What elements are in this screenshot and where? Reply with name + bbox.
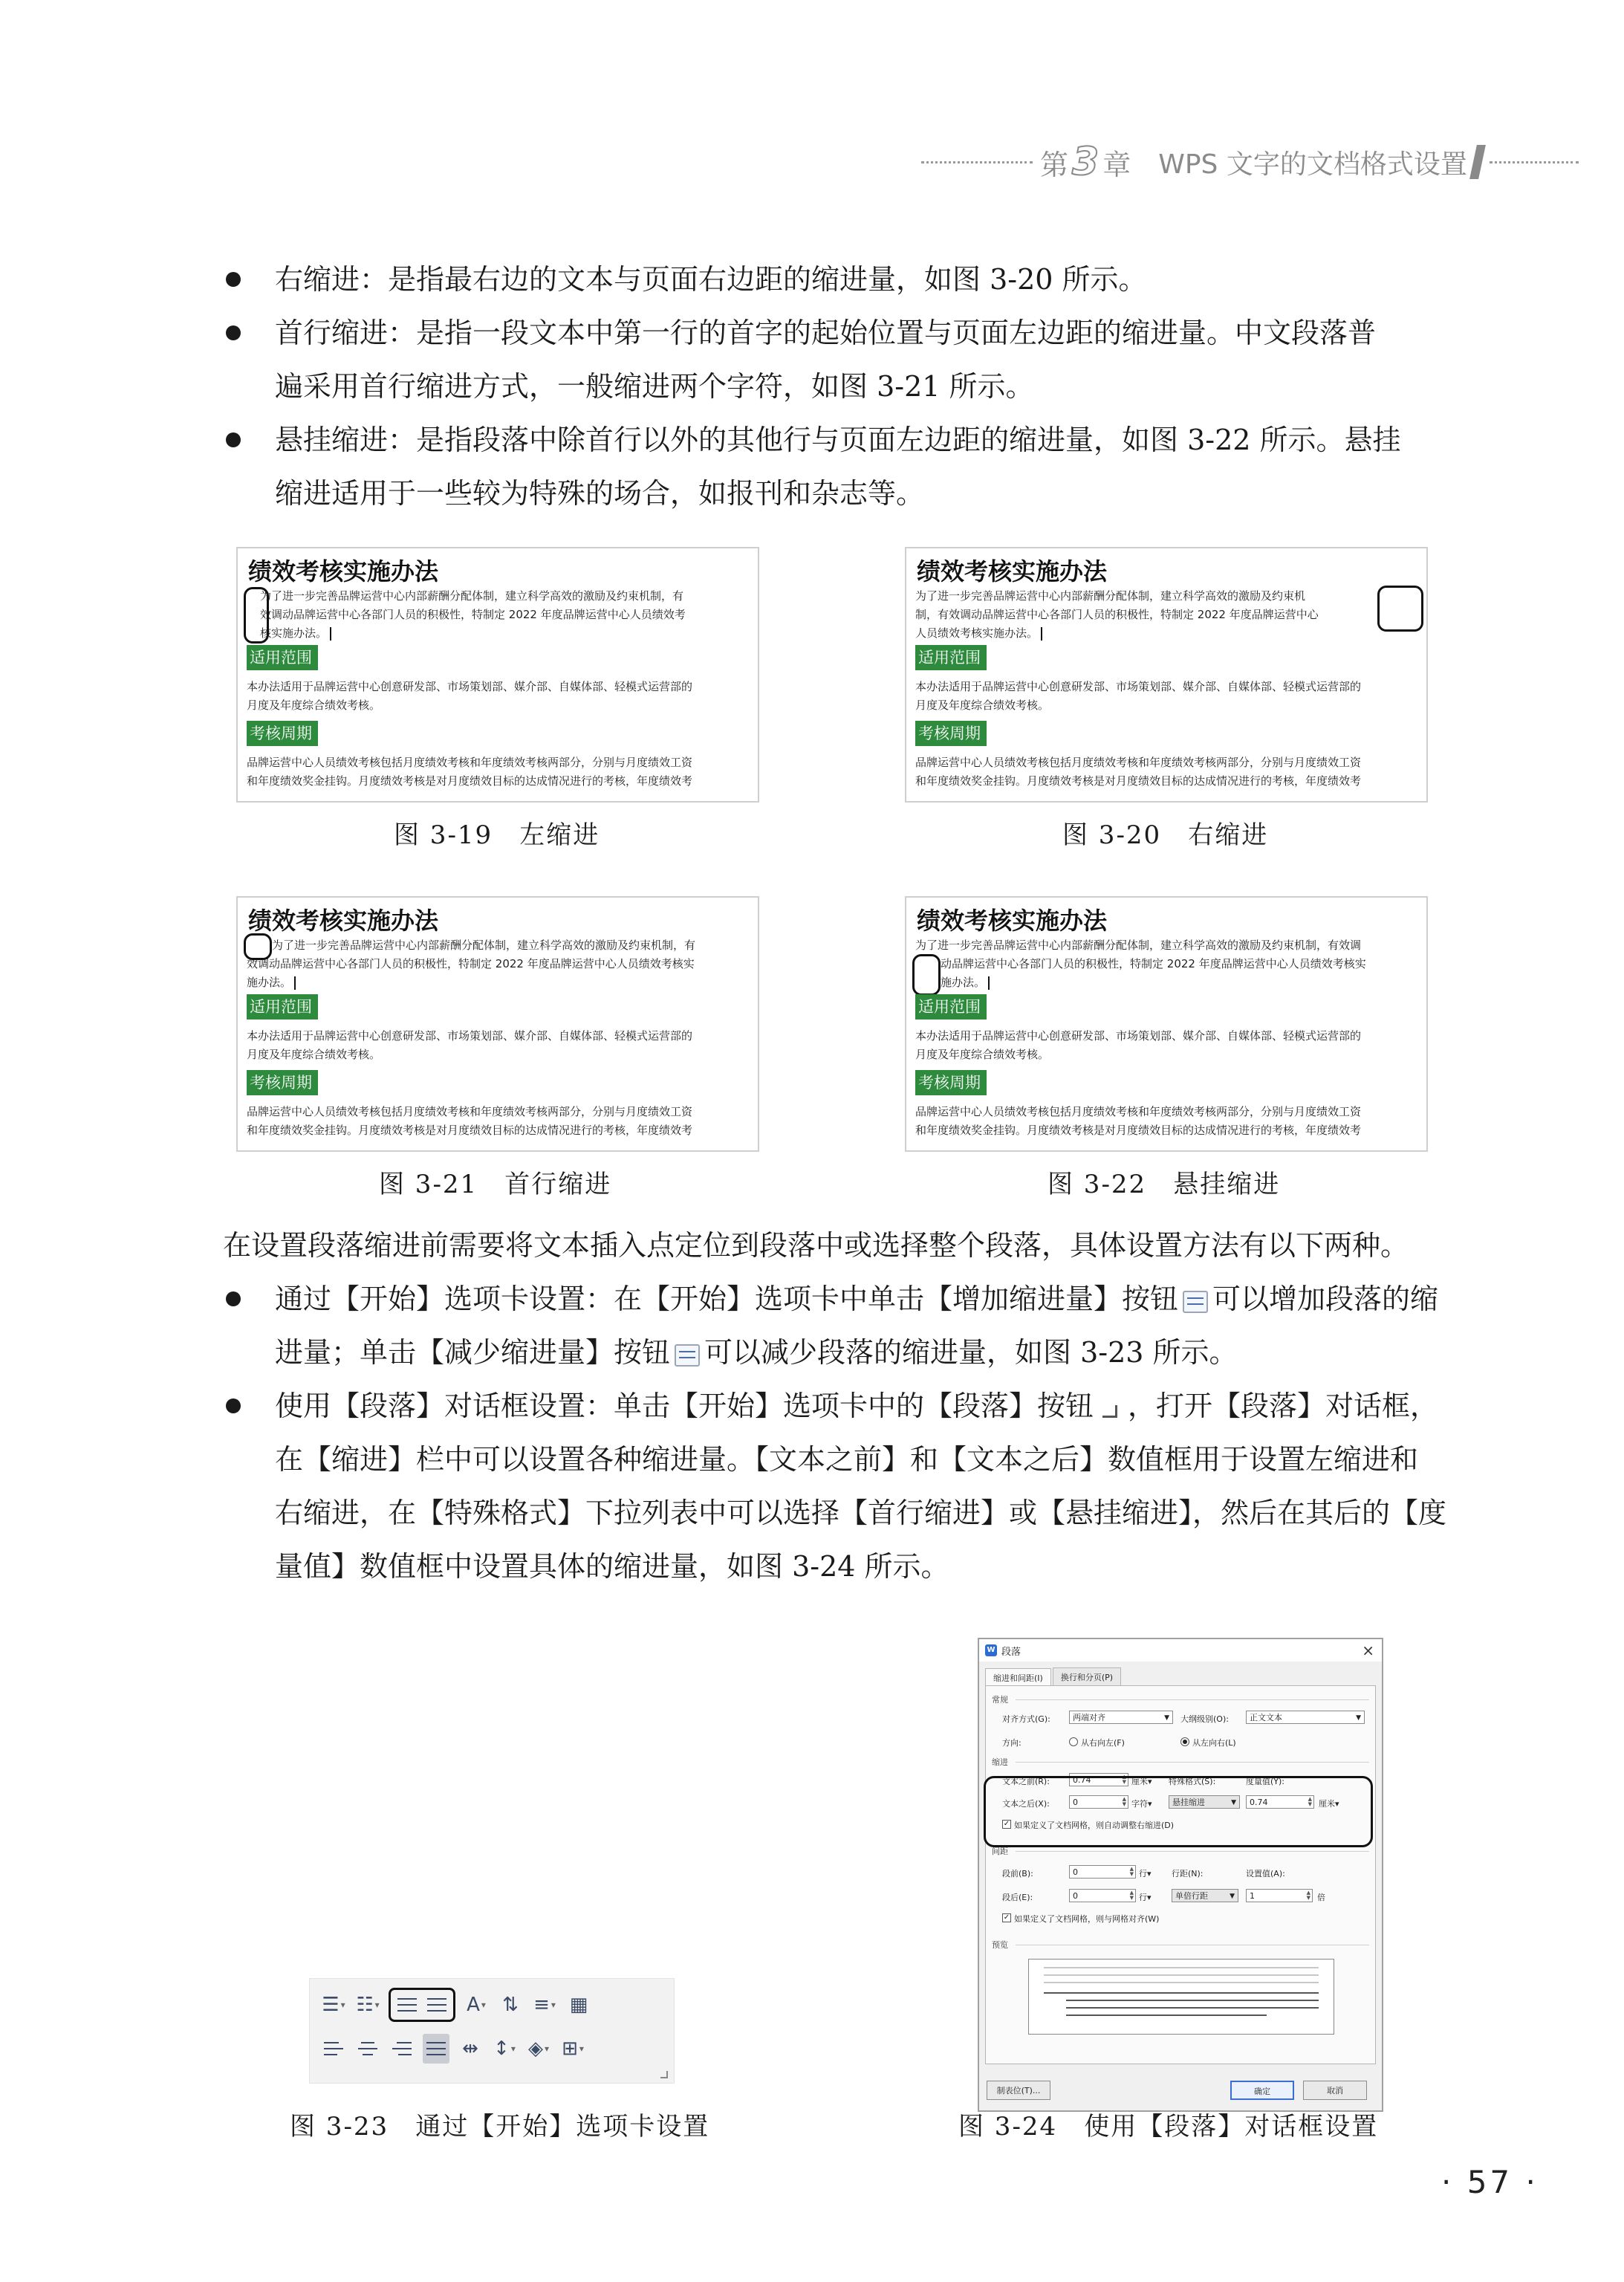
direction-label: 方向:	[1002, 1738, 1022, 1748]
rtl-radio[interactable]	[1069, 1737, 1078, 1746]
doc-title: 绩效考核实施办法	[248, 907, 439, 935]
grid-align-checkbox[interactable]: ✓	[1003, 1913, 1010, 1922]
figure-caption: 图 3-19 左缩进	[394, 820, 600, 850]
doc-line: 制，有效调动品牌运营中心各部门人员的积极性，特制定 2022 年度品牌运营中心	[915, 608, 1319, 621]
doc-line: 为了进一步完善品牌运营中心内部薪酬分配体制，建立科学高效的激励及约束机制，有	[272, 939, 696, 952]
indent-before-value: 0.74	[1073, 1775, 1091, 1785]
doc-line: 月度及年度综合绩效考核。	[915, 1048, 1050, 1061]
tab-line-page-breaks[interactable]: 换行和分页(P)	[1053, 1667, 1121, 1686]
doc-line: 效调动品牌运营中心各部门人员的积极性，特制定 2022 年度品牌运营中心人员绩效考核实	[247, 957, 695, 970]
alignment-label: 对齐方式(G):	[1002, 1714, 1050, 1724]
paragraph-dialog	[978, 1638, 1383, 2112]
page-number: · 57 ·	[1441, 2164, 1539, 2200]
line-spacing-value: 单倍行距	[1175, 1891, 1208, 1901]
indent-after-label: 文本之后(X):	[1002, 1799, 1050, 1809]
doc-line-text: 核实施办法。	[260, 626, 328, 640]
space-after-input[interactable]	[1069, 1889, 1136, 1902]
doc-section-heading: 考核周期	[247, 1070, 318, 1095]
doc-section-heading: 考核周期	[247, 721, 318, 746]
doc-title: 绩效考核实施办法	[248, 557, 439, 586]
chapter-title: WPS 文字的文档格式设置	[1158, 149, 1467, 180]
group-label-general: 常规	[992, 1695, 1008, 1705]
paragraph-ribbon-group	[309, 1978, 675, 2084]
list-item	[223, 253, 1523, 306]
doc-line	[915, 973, 1428, 992]
measure-label: 度量值(Y):	[1246, 1777, 1285, 1786]
doc-paragraph	[247, 678, 752, 715]
chevron-down-icon: ▼	[1164, 1714, 1169, 1722]
outline-level-label: 大纲级别(O):	[1180, 1714, 1229, 1724]
list-item-text	[275, 1326, 1523, 1379]
indent-buttons-highlight	[389, 1988, 455, 2022]
doc-line: 为了进一步完善品牌运营中心内部薪酬分配体制，建立科学高效的激励及约束机制，有	[260, 589, 684, 603]
dialog-title: 段落	[1001, 1646, 1022, 1658]
ribbon-row	[320, 1988, 592, 2022]
figure-hanging-indent	[905, 896, 1428, 1152]
text-cursor	[294, 976, 296, 990]
doc-section-heading: 考核周期	[915, 721, 987, 746]
doc-line	[915, 624, 1376, 643]
chapter-prefix: 第	[1040, 148, 1070, 181]
space-before-unit[interactable]: 行▾	[1139, 1869, 1152, 1879]
doc-paragraph	[915, 753, 1428, 791]
doc-section-heading: 适用范围	[915, 994, 987, 1020]
indent-highlight	[244, 933, 272, 960]
dialog-titlebar	[979, 1639, 1382, 1662]
list-item-text-part: 使用【段落】对话框设置：单击【开始】选项卡中的【段落】按钮	[275, 1390, 1094, 1422]
set-value: 1	[1250, 1891, 1255, 1901]
spinner-icon[interactable]: ▲ ▼	[1306, 1890, 1310, 1901]
header-bar	[1469, 145, 1486, 179]
set-value-input[interactable]	[1246, 1889, 1313, 1902]
list-item-text: 首行缩进：是指一段文本中第一行的首字的起始位置与页面左边距的缩进量。中文段落普	[275, 317, 1377, 349]
figure-caption: 图 3-22 悬挂缩进	[1048, 1170, 1281, 1199]
space-after-label: 段后(E):	[1002, 1893, 1033, 1902]
decrease-indent-icon[interactable]	[394, 1990, 420, 2020]
spinner-icon[interactable]: ▲ ▼	[1129, 1890, 1134, 1901]
doc-line: 月度及年度综合绩效考核。	[915, 698, 1050, 712]
chapter-number: 3	[1072, 140, 1100, 184]
list-item	[223, 413, 1523, 520]
shading-icon[interactable]: ◈ ▾	[527, 2038, 550, 2060]
indent-highlight	[912, 954, 941, 996]
indent-highlight	[1377, 586, 1423, 632]
list-item-text: 在【缩进】栏中可以设置各种缩进量。【文本之前】和【文本之后】数值框用于设置左缩进和	[275, 1443, 1419, 1476]
increase-indent-icon	[1183, 1291, 1208, 1313]
special-format-label: 特殊格式(S):	[1169, 1777, 1216, 1786]
doc-line: 和年度绩效奖金挂钩。月度绩效考核是对月度绩效目标的达成情况进行的考核，年度绩效考	[915, 1124, 1362, 1137]
doc-line: 本办法适用于品牌运营中心创意研发部、市场策划部、媒介部、自媒体部、轻模式运营部的	[247, 680, 693, 693]
space-before-label: 段前(B):	[1002, 1869, 1033, 1879]
group-label-spacing: 间距	[992, 1847, 1008, 1856]
justify-icon[interactable]	[423, 2034, 449, 2064]
doc-title: 绩效考核实施办法	[917, 907, 1108, 935]
chevron-down-icon: ▼	[1356, 1714, 1361, 1722]
bullet-icon	[226, 432, 241, 447]
figure-caption: 图 3-23 通过【开始】选项卡设置	[290, 2112, 710, 2142]
doc-section-heading: 考核周期	[915, 1070, 987, 1095]
list-item	[223, 1379, 1523, 1593]
outline-level-select[interactable]	[1246, 1711, 1365, 1724]
figure-caption: 图 3-20 右缩进	[1062, 820, 1269, 850]
paragraph-dialog-launcher-icon	[1098, 1399, 1123, 1419]
doc-section-heading: 适用范围	[247, 994, 318, 1020]
chapter-label	[1040, 140, 1131, 184]
list-item-text: 悬挂缩进：是指段落中除首行以外的其他行与页面左边距的缩进量，如图 3-22 所示。悬挂	[275, 424, 1401, 456]
doc-line: 品牌运营中心人员绩效考核包括月度绩效考核和年度绩效考核两部分，分别与月度绩效工资	[247, 756, 693, 769]
borders-icon[interactable]: ▦	[569, 1994, 588, 2016]
group-label-indent: 缩进	[992, 1757, 1008, 1767]
divider	[1016, 1699, 1369, 1700]
indent-definitions-list	[223, 253, 1523, 520]
doc-line-text: 施办法。	[941, 976, 986, 989]
paragraph-spacing-icon[interactable]: ↕ ▾	[493, 2038, 516, 2060]
list-item-text-part: 可以减少段落的缩进量，如图 3-23 所示。	[704, 1336, 1238, 1369]
cancel-button[interactable]: 取消	[1303, 2081, 1367, 2100]
sort-icon[interactable]: ⇅	[502, 1994, 519, 2016]
doc-paragraph	[915, 936, 1428, 992]
ribbon-row	[320, 2034, 586, 2064]
indent-methods-list	[223, 1272, 1523, 1593]
list-item	[223, 1272, 1523, 1379]
space-after-value: 0	[1073, 1891, 1078, 1901]
bullet-list-icon[interactable]: ☰ ▾	[322, 1994, 345, 2016]
doc-title: 绩效考核实施办法	[917, 557, 1108, 586]
doc-line: 和年度绩效奖金挂钩。月度绩效考核是对月度绩效目标的达成情况进行的考核，年度绩效考	[915, 774, 1362, 788]
doc-line: 为了进一步完善品牌运营中心内部薪酬分配体制，建立科学高效的激励及约束机	[915, 589, 1306, 603]
align-left-icon[interactable]	[320, 2034, 347, 2064]
intro-paragraph: 在设置段落缩进前需要将文本插入点定位到段落中或选择整个段落，具体设置方法有以下两种。	[223, 1229, 1409, 1262]
paragraph-preview	[1028, 1959, 1334, 2035]
spinner-icon[interactable]: ▲ ▼	[1129, 1866, 1134, 1877]
spinner-icon[interactable]: ▲ ▼	[1308, 1796, 1312, 1807]
doc-line	[247, 973, 752, 992]
chevron-down-icon: ▼	[1231, 1799, 1236, 1806]
align-center-icon[interactable]	[354, 2034, 381, 2064]
measure-value: 0.74	[1250, 1798, 1268, 1807]
special-format-value: 悬挂缩进	[1172, 1798, 1205, 1807]
indent-highlight	[244, 587, 269, 644]
bullet-icon	[226, 272, 241, 287]
doc-line: 月度及年度综合绩效考核。	[247, 1048, 381, 1061]
doc-line: 和年度绩效奖金挂钩。月度绩效考核是对月度绩效目标的达成情况进行的考核，年度绩效考	[247, 774, 693, 788]
running-header	[921, 140, 1590, 184]
header-dash-right	[1490, 161, 1579, 163]
group-label-preview: 预览	[992, 1940, 1008, 1950]
list-item-text-part: 进量；单击【减少缩进量】按钮	[275, 1336, 671, 1369]
text-cursor	[1041, 627, 1042, 641]
figure-first-line-indent	[236, 896, 759, 1152]
doc-line: 品牌运营中心人员绩效考核包括月度绩效考核和年度绩效考核两部分，分别与月度绩效工资	[915, 1105, 1362, 1118]
grid-indent-label: 如果定义了文档网格，则自动调整右缩进(D)	[1014, 1821, 1175, 1830]
space-before-value: 0	[1073, 1867, 1078, 1877]
indent-after-value: 0	[1073, 1798, 1078, 1807]
bullet-icon	[226, 325, 241, 340]
doc-line: 本办法适用于品牌运营中心创意研发部、市场策划部、媒介部、自媒体部、轻模式运营部的	[915, 1029, 1362, 1043]
doc-paragraph	[260, 587, 750, 643]
indent-before-label: 文本之前(R):	[1002, 1777, 1050, 1786]
decrease-indent-icon	[675, 1344, 700, 1367]
align-right-icon[interactable]	[389, 2034, 415, 2064]
doc-section-heading: 适用范围	[915, 645, 987, 670]
header-dash-left	[921, 161, 1033, 163]
doc-paragraph	[247, 1027, 752, 1064]
alignment-select[interactable]	[1069, 1711, 1173, 1724]
doc-line: 本办法适用于品牌运营中心创意研发部、市场策划部、媒介部、自媒体部、轻模式运营部的	[915, 680, 1362, 693]
measure-unit[interactable]: 厘米▾	[1319, 1799, 1339, 1809]
list-item-text: 遍采用首行缩进方式，一般缩进两个字符，如图 3-21 所示。	[275, 370, 1034, 403]
close-icon[interactable]: ×	[1362, 1641, 1374, 1659]
list-item-text	[275, 1272, 1523, 1326]
tab-indent-spacing[interactable]: 缩进和间距(I)	[985, 1668, 1051, 1687]
distributed-icon[interactable]: ⇹	[462, 2038, 478, 2060]
doc-line: 为了进一步完善品牌运营中心内部薪酬分配体制，建立科学高效的激励及约束机制，有效调	[915, 939, 1362, 952]
list-item-text-part: 可以增加段落的缩	[1212, 1283, 1439, 1315]
doc-paragraph	[247, 753, 759, 791]
spinner-icon[interactable]: ▲ ▼	[1122, 1774, 1126, 1785]
doc-line: 本办法适用于品牌运营中心创意研发部、市场策划部、媒介部、自媒体部、轻模式运营部的	[247, 1029, 693, 1043]
increase-indent-icon[interactable]	[423, 1990, 450, 2020]
list-item-text-part: ，打开【段落】对话框，	[1128, 1390, 1439, 1422]
indent-section-highlight	[984, 1776, 1373, 1847]
divider	[1016, 1762, 1369, 1763]
ltr-radio[interactable]	[1180, 1737, 1189, 1746]
doc-paragraph	[915, 678, 1420, 715]
grid-align-label: 如果定义了文档网格，则与网格对齐(W)	[1014, 1914, 1160, 1924]
figure-right-indent	[905, 547, 1428, 803]
tab-stops-button[interactable]: 制表位(T)...	[987, 2081, 1050, 2100]
list-item-text-part: 通过【开始】选项卡设置：在【开始】选项卡中单击【增加缩进量】按钮	[275, 1283, 1179, 1315]
doc-line	[260, 624, 750, 643]
indent-after-unit[interactable]: 字符▾	[1131, 1799, 1152, 1809]
list-item-text: 缩进适用于一些较为特殊的场合，如报刊和杂志等。	[275, 477, 925, 510]
doc-paragraph	[915, 1027, 1420, 1064]
line-spacing-select[interactable]	[1172, 1889, 1238, 1902]
doc-paragraph	[247, 936, 752, 992]
set-value-unit: 倍	[1317, 1893, 1325, 1902]
doc-line-text: 人员绩效考核实施办法。	[915, 626, 1039, 640]
border-icon[interactable]: ⊞ ▾	[562, 2038, 584, 2060]
line-spacing-label: 行距(N):	[1172, 1869, 1204, 1879]
doc-line: 效调动品牌运营中心各部门人员的积极性，特制定 2022 年度品牌运营中心人员绩效考	[260, 608, 686, 621]
dialog-launcher-icon[interactable]	[660, 2071, 668, 2078]
text-cursor	[330, 627, 331, 641]
figure-left-indent	[236, 547, 759, 803]
bullet-icon	[226, 1398, 241, 1413]
chapter-suffix: 章	[1102, 148, 1132, 181]
figure-caption: 图 3-24 使用【段落】对话框设置	[958, 2112, 1379, 2142]
doc-paragraph	[915, 1103, 1428, 1140]
chevron-down-icon: ▼	[1230, 1893, 1235, 1900]
space-before-input[interactable]	[1069, 1865, 1136, 1879]
divider	[1016, 1851, 1369, 1852]
doc-line: 和年度绩效奖金挂钩。月度绩效考核是对月度绩效目标的达成情况进行的考核，年度绩效考	[247, 1124, 693, 1137]
text-effects-icon[interactable]: A ▾	[467, 1994, 486, 2016]
figure-caption: 图 3-21 首行缩进	[379, 1170, 612, 1199]
grid-indent-checkbox[interactable]: ✓	[1003, 1820, 1010, 1828]
ltr-label: 从左向右(L)	[1192, 1738, 1236, 1748]
doc-line: 动品牌运营中心各部门人员的积极性，特制定 2022 年度品牌运营中心人员绩效考核实	[941, 957, 1366, 970]
list-item-text: 右缩进：是指最右边的文本与页面右边距的缩进量，如图 3-20 所示。	[275, 263, 1147, 296]
doc-paragraph	[915, 587, 1376, 643]
numbered-list-icon[interactable]: ☷ ▾	[356, 1994, 380, 2016]
list-item-text	[275, 1379, 1523, 1433]
bullet-icon	[226, 1291, 241, 1306]
indent-before-unit[interactable]: 厘米▾	[1131, 1777, 1152, 1786]
doc-line-text: 施办法。	[247, 976, 292, 989]
ok-button[interactable]: 确定	[1230, 2081, 1294, 2100]
line-spacing-icon[interactable]: ≡ ▾	[533, 1994, 556, 2016]
alignment-value: 两端对齐	[1073, 1713, 1105, 1722]
doc-line: 品牌运营中心人员绩效考核包括月度绩效考核和年度绩效考核两部分，分别与月度绩效工资	[247, 1105, 693, 1118]
set-value-label: 设置值(A):	[1246, 1869, 1285, 1879]
list-item-text: 量值】数值框中设置具体的缩进量，如图 3-24 所示。	[275, 1550, 949, 1583]
list-item	[223, 306, 1523, 413]
list-item-text: 右缩进，在【特殊格式】下拉列表中可以选择【首行缩进】或【悬挂缩进】，然后在其后的【度	[275, 1497, 1447, 1529]
space-after-unit[interactable]: 行▾	[1139, 1893, 1152, 1902]
rtl-label: 从右向左(F)	[1081, 1738, 1125, 1748]
dialog-tabs	[985, 1667, 1123, 1686]
doc-section-heading: 适用范围	[247, 645, 318, 670]
doc-line: 品牌运营中心人员绩效考核包括月度绩效考核和年度绩效考核两部分，分别与月度绩效工资	[915, 756, 1362, 769]
spinner-icon[interactable]: ▲ ▼	[1122, 1796, 1126, 1807]
doc-line: 月度及年度综合绩效考核。	[247, 698, 381, 712]
doc-paragraph	[247, 1103, 759, 1140]
wps-app-icon: W	[985, 1644, 997, 1656]
text-cursor	[988, 976, 990, 990]
outline-level-value: 正文文本	[1250, 1713, 1282, 1722]
